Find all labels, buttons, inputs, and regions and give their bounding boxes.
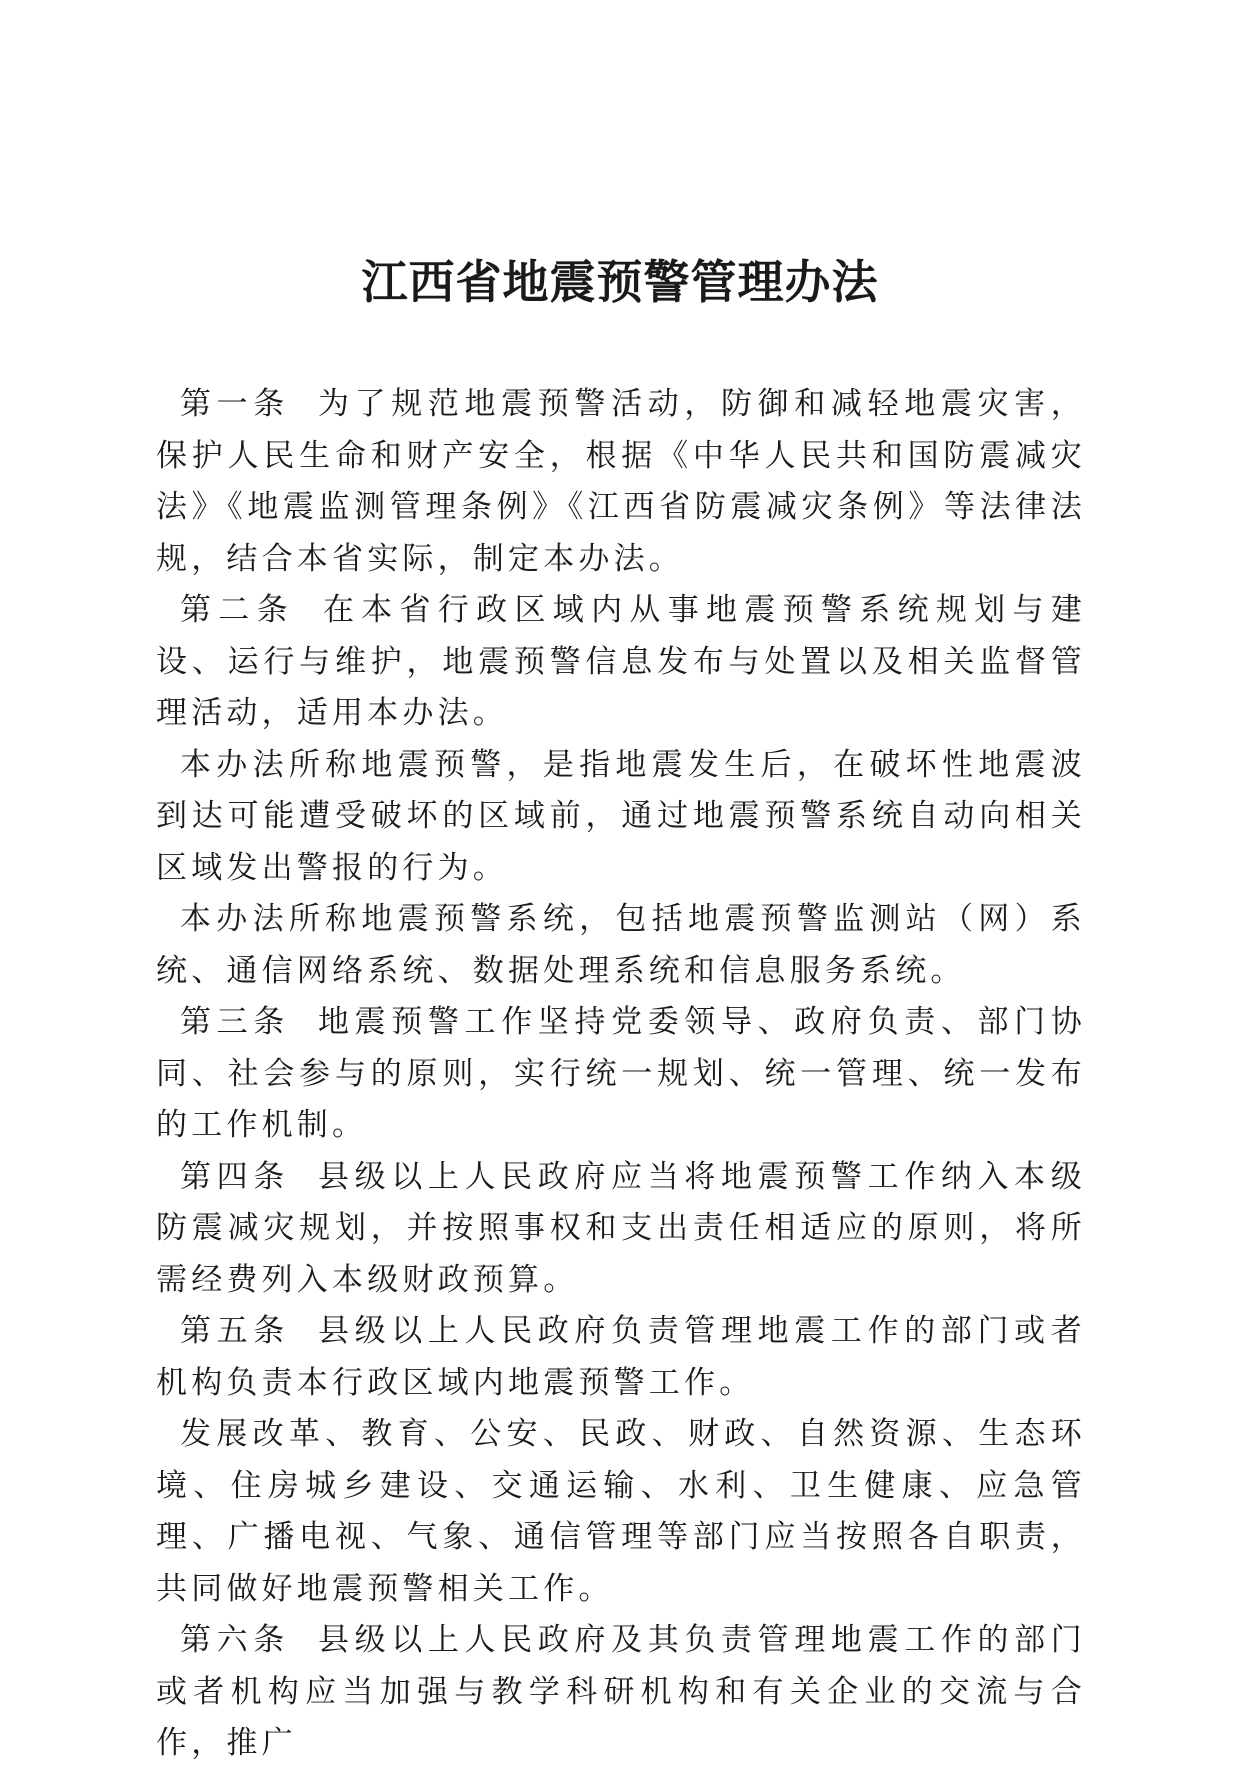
article-number: 第二条 [180, 592, 295, 628]
paragraph-article-5 [156, 1306, 1086, 1409]
paragraph-article-1 [156, 379, 1086, 585]
paragraph-article-6 [156, 1615, 1086, 1770]
article-number: 第三条 [180, 1004, 290, 1040]
article-number: 第六条 [180, 1622, 290, 1658]
paragraph-article-2 [156, 585, 1086, 740]
document-body [156, 379, 1086, 1770]
paragraph-definition-system [156, 894, 1086, 997]
paragraph-departments [156, 1409, 1086, 1615]
article-number: 第一条 [180, 386, 290, 422]
article-number: 第五条 [180, 1313, 290, 1349]
paragraph-text: 本办法所称地震预警，是指地震发生后，在破坏性地震波到达可能遭受破坏的区域前，通过地震预警系统自动向相关区域发出警报的行为。 [156, 746, 1086, 886]
paragraph-definition-warning [156, 740, 1086, 895]
paragraph-article-4 [156, 1152, 1086, 1307]
paragraph-article-3 [156, 997, 1086, 1152]
paragraph-text: 发展改革、教育、公安、民政、财政、自然资源、生态环境、住房城乡建设、交通运输、水利、卫生健康、应急管理、广播电视、气象、通信管理等部门应当按照各自职责，共同做好地震预警相关工作。 [156, 1416, 1086, 1607]
paragraph-text: 县级以上人民政府及其负责管理地震工作的部门或者机构应当加强与教学科研机构和有关企业的交流与合作，推广 [156, 1622, 1086, 1761]
document-title: 江西省地震预警管理办法 [361, 255, 879, 309]
paragraph-text: 县级以上人民政府应当将地震预警工作纳入本级防震减灾规划，并按照事权和支出责任相适应的原则，将所需经费列入本级财政预算。 [156, 1158, 1086, 1298]
paragraph-text: 县级以上人民政府负责管理地震工作的部门或者机构负责本行政区域内地震预警工作。 [156, 1313, 1086, 1401]
article-number: 第四条 [180, 1158, 290, 1195]
paragraph-text: 地震预警工作坚持党委领导、政府负责、部门协同、社会参与的原则，实行统一规划、统一管理、统一发布的工作机制。 [156, 1004, 1086, 1143]
paragraph-text: 本办法所称地震预警系统，包括地震预警监测站（网）系统、通信网络系统、数据处理系统和信息服务系统。 [156, 901, 1086, 989]
paragraph-text: 在本省行政区域内从事地震预警系统规划与建设、运行与维护，地震预警信息发布与处置以及相关监督管理活动，适用本办法。 [156, 592, 1086, 731]
paragraph-text: 为了规范地震预警活动，防御和减轻地震灾害，保护人民生命和财产安全，根据《中华人民共和国防震减灾法》《地震监测管理条例》《江西省防震减灾条例》等法律法规，结合本省实际，制定本办法。 [156, 386, 1086, 577]
